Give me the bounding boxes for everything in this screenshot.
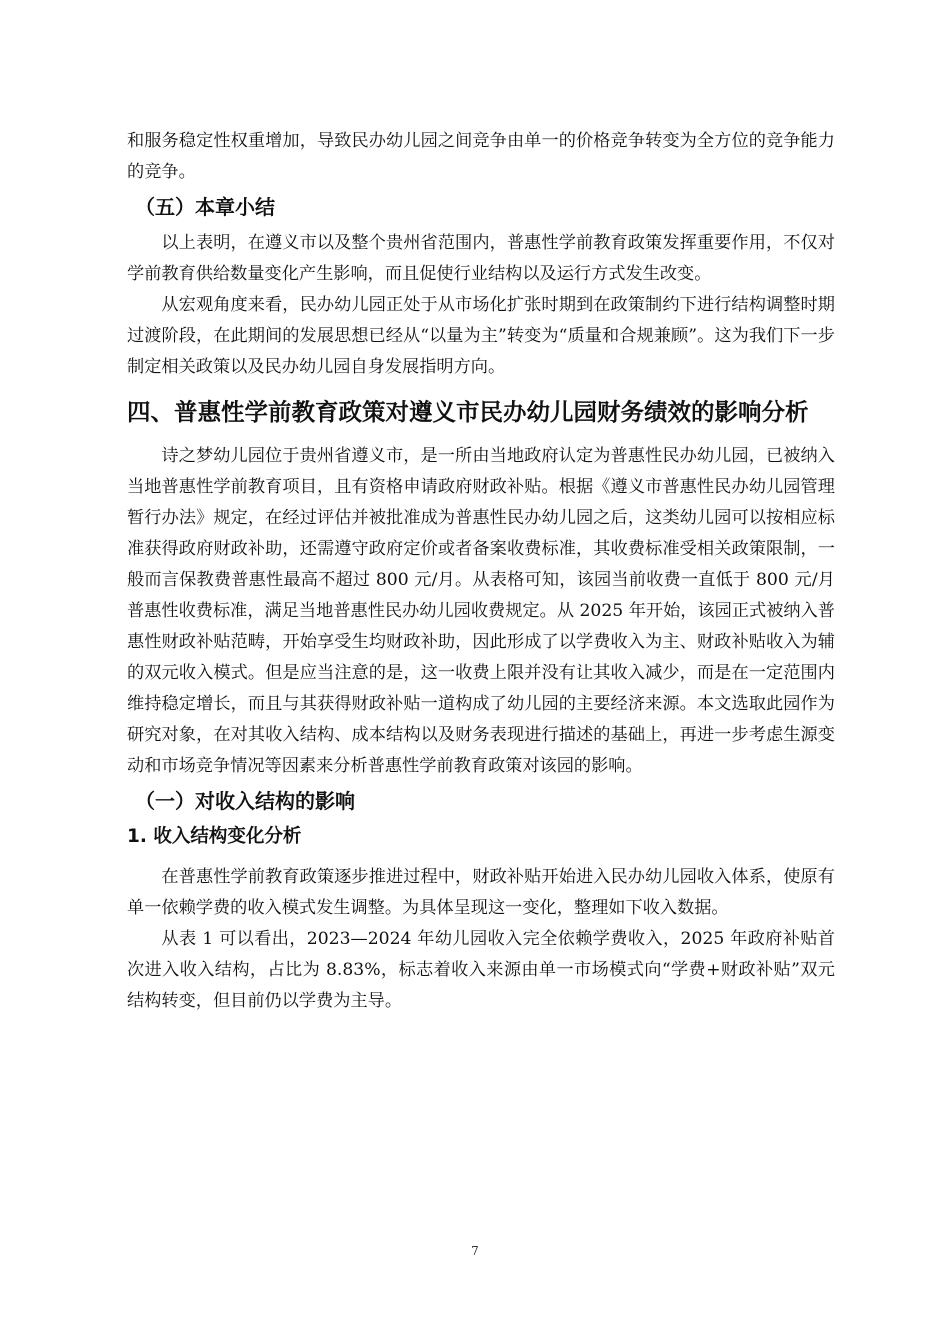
- document-page: [127, 126, 835, 1017]
- page-number: 7: [471, 1244, 479, 1258]
- chapter-4-heading: 四、普惠性学前教育政策对遵义市民办幼儿园财务绩效的影响分析: [127, 398, 809, 426]
- chapter-4-intro-paragraph: 诗之梦幼儿园位于贵州省遵义市，是一所由当地政府认定为普惠性民办幼儿园，已被纳入当地普惠性学前教育项目，且有资格申请政府财政补贴。根据《遵义市普惠性民办幼儿园管理暂行办法》规定，在经过评估并被批准成为普惠性民办幼儿园之后，这类幼儿园可以按相应标准获得政府财政补助，还需遵守政府定价或者备案收费标准，其收费标准受相关政策限制，一般而言保教费普惠性最高不超过 800 元/月。从表格可知，该园当前收费一直低于 800 元/月普惠性收费标准，满足当地普惠性民办幼儿园收费规定。从 2025 年开始，该园正式被纳入普惠性财政补贴范畴，开始享受生均财政补助，因此形成了以学费收入为主、财政补贴收入为辅的双元收入模式。但是应当注意的是，这一收费上限并没有让其收入减少，而是在一定范围内维持稳定增长，而且与其获得财政补贴一道构成了幼儿园的主要经济来源。本文选取此园作为研究对象，在对其收入结构、成本结构以及财务表现进行描述的基础上，再进一步考虑生源变动和市场竞争情况等因素来分析普惠性学前教育政策对该园的影响。: [127, 446, 835, 776]
- summary-paragraph-2: 从宏观角度来看，民办幼儿园正处于从市场化扩张时期到在政策制约下进行结构调整时期过渡阶段，在此期间的发展思想已经从“以量为主”转变为“质量和合规兼顾”。这为我们下一步制定相关政策以及民办幼儿园自身发展指明方向。: [127, 295, 835, 377]
- income-paragraph-1: 在普惠性学前教育政策逐步推进过程中，财政补贴开始进入民办幼儿园收入体系，使原有单一依赖学费的收入模式发生调整。为具体呈现这一变化，整理如下收入数据。: [127, 867, 835, 918]
- section-5-heading: （五）本章小结: [135, 195, 275, 219]
- continuation-paragraph: 和服务稳定性权重增加，导致民办幼儿园之间竞争由单一的价格竞争转变为全方位的竞争能力的竞争。: [127, 131, 835, 182]
- summary-paragraph-1: 以上表明，在遵义市以及整个贵州省范围内，普惠性学前教育政策发挥重要作用，不仅对学前教育供给数量变化产生影响，而且促使行业结构以及运行方式发生改变。: [127, 233, 835, 284]
- subsection-1-heading: 1. 收入结构变化分析: [127, 826, 302, 847]
- income-paragraph-2: 从表 1 可以看出，2023—2024 年幼儿园收入完全依赖学费收入，2025 年政府补贴首次进入收入结构，占比为 8.83%，标志着收入来源由单一市场模式向“学费+财政补贴”双元结构转变，但目前仍以学费为主导。: [127, 929, 835, 1011]
- section-1-heading: （一）对收入结构的影响: [135, 789, 355, 813]
